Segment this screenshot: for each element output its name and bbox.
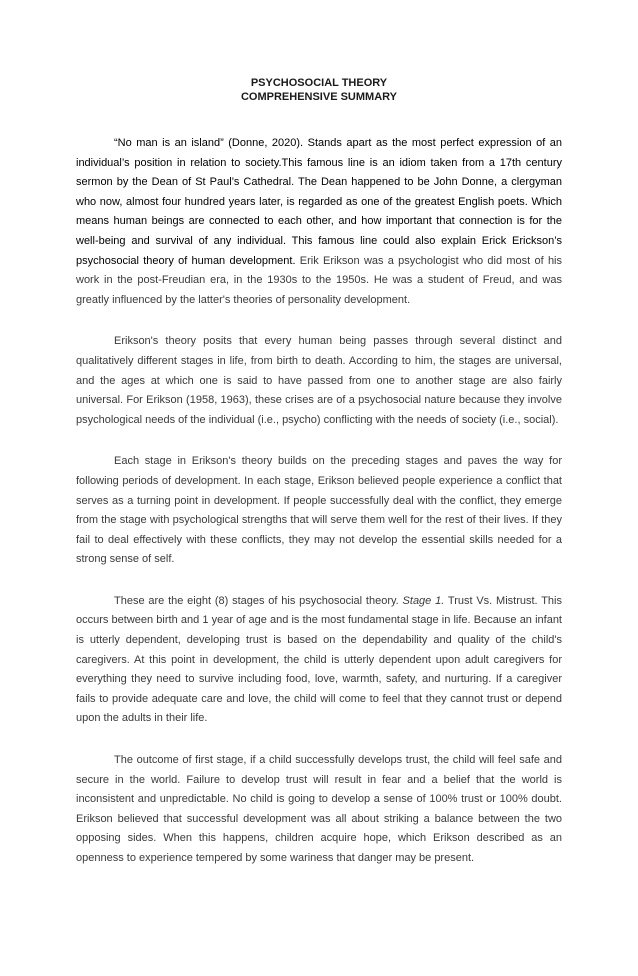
stage-1-label: Stage 1. [402,594,445,607]
paragraph-theory-stages: Erikson's theory posits that every human being passes through several distinct and qualitatively different stages in life, from birth to death. According to him, the stages are universal, and the ages at which one is said to have passed from one to another stage are also fairly universal. For Erikson (1958, 1963), these crises are of a psychosocial nature because they involve psychological needs of the individual (i.e., psycho) conflicting with the needs of society (i.e., social). [76,335,562,426]
title-line-2: COMPREHENSIVE SUMMARY [240,91,398,103]
paragraph-stage-1-intro: These are the eight (8) stages of his psychosocial theory. [114,594,403,607]
paragraph-introduction [76,134,562,310]
document-title [76,76,562,104]
title-line-1: PSYCHOSOCIAL THEORY [250,77,388,89]
paragraph-introduction-donne: “No man is an island” (Donne, 2020). Stands apart as the most perfect expression of an individual’s position in relation to society.This famous line is an idiom taken from a 17th century sermon by the Dean of St Paul’s Cathedral. The Dean happened to be John Donne, a clergyman who now, almost four hundred years later, is regarded as one of the greatest English poets. Which means human beings are connected to each other, and how important that connection is for the well-being and survival of any individual. This famous line could also explain Erick Erickson’s psychosocial theory of human development. [76,137,562,267]
paragraph-stage-1-outcome: The outcome of first stage, if a child successfully develops trust, the child will feel safe and secure in the world. Failure to develop trust will result in fear and a belief that the world is inconsistent and unpredictable. No child is going to develop a sense of 100% trust or 100% doubt. Erikson believed that successful development was all about striking a balance between the two opposing sides. When this happens, children acquire hope, which Erikson described as an openness to experience tempered by some wariness that danger may be present. [76,754,562,864]
paragraph-stage-1-body: Trust Vs. Mistrust. This occurs between birth and 1 year of age and is the most fundamental stage in life. Because an infant is utterly dependent, developing trust is based on the dependability and quality of the child's caregivers. At this point in development, the child is utterly dependent upon adult caregivers for everything they need to survive including food, love, warmth, safety, and nurturing. If a caregiver fails to provide adequate care and love, the child will come to feel that they cannot trust or depend upon the adults in their life. [76,594,562,725]
paragraph-stage-1 [76,592,562,729]
paragraph-introduction-erikson: Erik Erikson was a psychologist who did most of his work in the post-Freudian era, in the 1930s to the 1950s. He was a student of Freud, and was greatly influenced by the latter's theories of personality development. [76,254,563,306]
paragraph-stage-conflict: Each stage in Erikson's theory builds on the preceding stages and paves the way for following periods of development. In each stage, Erikson believed people experience a conflict that serves as a turning point in development. If people successfully deal with the conflict, they emerge from the stage with psychological strengths that will serve them well for the rest of their lives. If they fail to deal effectively with these conflicts, they may not develop the essential skills needed for a strong sense of self. [76,455,562,566]
